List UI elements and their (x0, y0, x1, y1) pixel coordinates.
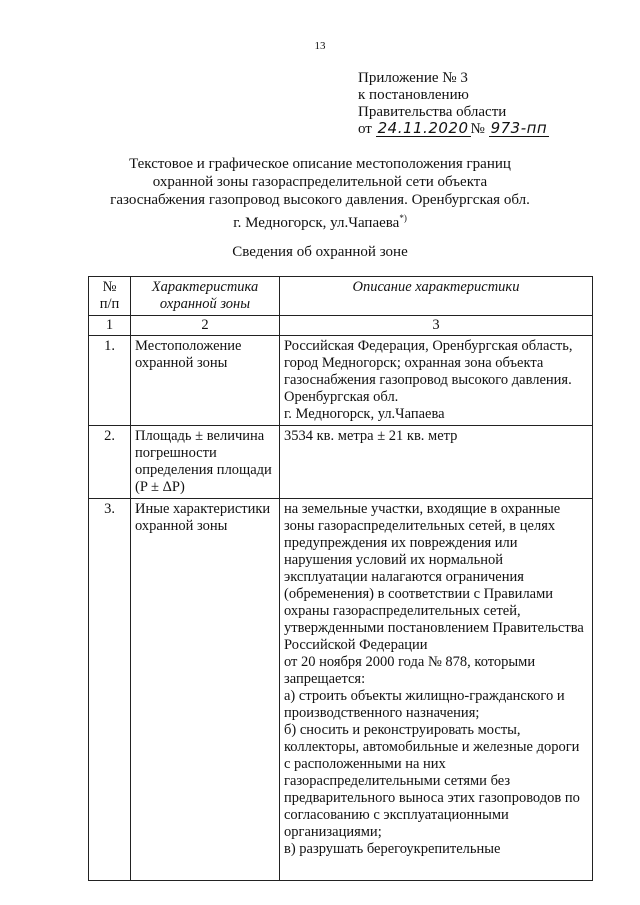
column-number-1: 1 (89, 316, 131, 336)
row-description: Российская Федерация, Оренбургская область, город Медногорск; охранная зона объекта газоснабжения газопровод высокого давления. Оренбургская обл. г. Медногорск, ул.Чапаева (280, 336, 593, 426)
footnote-mark: *) (399, 213, 407, 223)
appendix-line3: Правительства области (358, 104, 507, 120)
section-subtitle: Сведения об охранной зоне (232, 244, 408, 260)
appendix-block (358, 70, 549, 138)
row-characteristic: Площадь ± величина погрешности определения площади (P ± ΔP) (131, 426, 280, 499)
title-text: Текстовое и графическое описание местоположения границ охранной зоны газораспределительной сети объекта газоснабжения газопровод высокого давления. Оренбургская обл. г. Медногорск, ул.Чапаева (110, 156, 530, 231)
header-characteristic: Характеристика охранной зоны (131, 277, 280, 316)
handwritten-number: 973-пп (490, 119, 548, 137)
header-description: Описание характеристики (280, 277, 593, 316)
column-number-3: 3 (280, 316, 593, 336)
row-description: 3534 кв. метра ± 21 кв. метр (280, 426, 593, 499)
appendix-line2: к постановлению (358, 87, 469, 103)
table-header-row (89, 277, 593, 316)
row-num: 2. (89, 426, 131, 499)
column-number-row (89, 316, 593, 336)
appendix-line1: Приложение № 3 (358, 70, 468, 86)
row-characteristic: Местоположение охранной зоны (131, 336, 280, 426)
row-num: 3. (89, 499, 131, 881)
handwritten-date: 24.11.2020 (377, 119, 469, 137)
column-number-2: 2 (131, 316, 280, 336)
header-num: № п/п (89, 277, 131, 316)
row-characteristic: Иные характеристики охранной зоны (131, 499, 280, 881)
row-num: 1. (89, 336, 131, 426)
from-label: от (358, 121, 372, 137)
appendix-date-line (358, 121, 549, 138)
table-row (89, 336, 593, 426)
table-row (89, 499, 593, 881)
zone-info-table (88, 276, 593, 881)
number-label: № (470, 121, 485, 137)
row-description: на земельные участки, входящие в охранные зоны газораспределительных сетей, в целях предупреждения их повреждения или нарушения условий их нормальной эксплуатации налагаются ограничения (обременения) в соответствии с Правилами охраны газораспределительных сетей, утвержденными постановлением Правительства Российской Федерации от 20 ноября 2000 года № 878, которыми запрещается: а) строить объекты жилищно-гражданского и производственного назначения; б) сносить и реконструировать мосты, коллекторы, автомобильные и железные дороги с расположенными на них газораспределительными сетями без предварительного выноса этих газопроводов по согласованию с эксплуатационными организациями; в) разрушать берегоукрепительные (280, 499, 593, 881)
table-row (89, 426, 593, 499)
document-title (110, 155, 530, 232)
page-number: 13 (314, 40, 326, 52)
